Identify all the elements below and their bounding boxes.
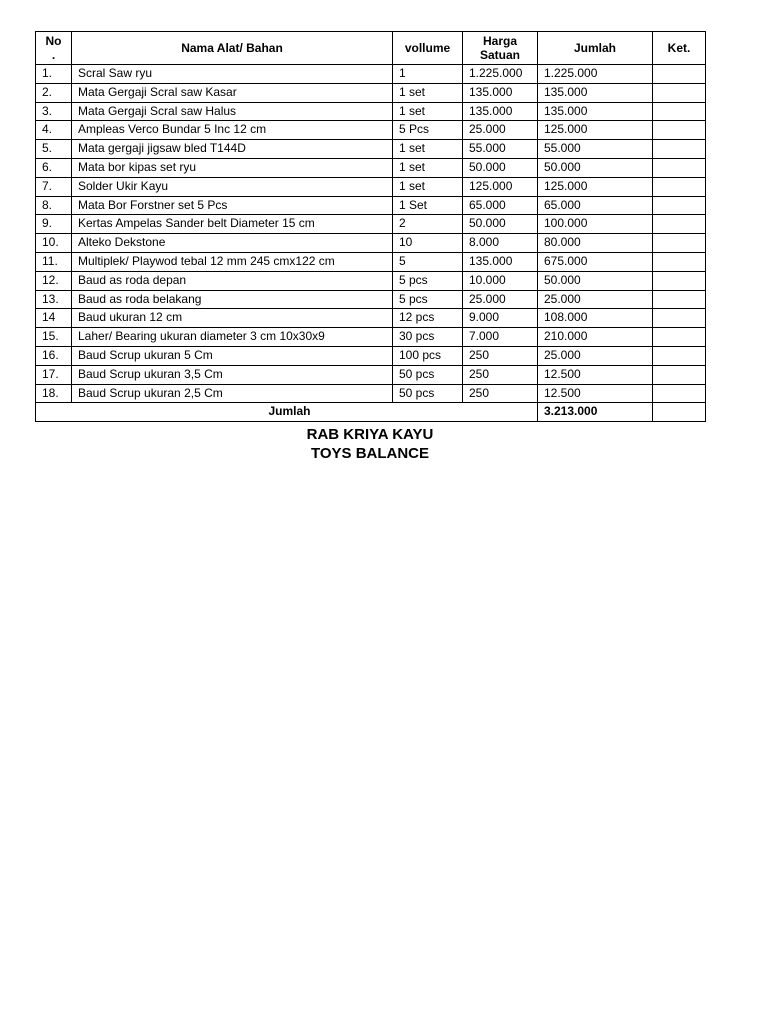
cell-volume: 2 <box>393 215 463 234</box>
cell-no: 12. <box>36 271 72 290</box>
header-jumlah: Jumlah <box>538 32 653 65</box>
cell-nama: Baud ukuran 12 cm <box>72 309 393 328</box>
cell-no: 10. <box>36 234 72 253</box>
cell-no: 18. <box>36 384 72 403</box>
total-ket <box>653 403 706 422</box>
cell-jumlah: 25.000 <box>538 290 653 309</box>
cell-ket <box>653 121 706 140</box>
cell-harga: 10.000 <box>463 271 538 290</box>
cell-jumlah: 125.000 <box>538 121 653 140</box>
cell-ket <box>653 384 706 403</box>
rab-table <box>35 31 706 422</box>
table-row <box>36 215 706 234</box>
cell-ket <box>653 83 706 102</box>
header-ket: Ket. <box>653 32 706 65</box>
cell-volume: 5 pcs <box>393 290 463 309</box>
table-row <box>36 271 706 290</box>
cell-harga: 65.000 <box>463 196 538 215</box>
cell-nama: Baud Scrup ukuran 3,5 Cm <box>72 365 393 384</box>
cell-no: 17. <box>36 365 72 384</box>
cell-ket <box>653 158 706 177</box>
total-label: Jumlah <box>36 403 538 422</box>
cell-volume: 5 Pcs <box>393 121 463 140</box>
table-row <box>36 328 706 347</box>
cell-jumlah: 65.000 <box>538 196 653 215</box>
cell-volume: 10 <box>393 234 463 253</box>
cell-jumlah: 25.000 <box>538 346 653 365</box>
cell-ket <box>653 365 706 384</box>
cell-nama: Ampleas Verco Bundar 5 Inc 12 cm <box>72 121 393 140</box>
cell-no: 13. <box>36 290 72 309</box>
cell-harga: 135.000 <box>463 252 538 271</box>
table-row <box>36 309 706 328</box>
cell-no: 14 <box>36 309 72 328</box>
cell-no: 16. <box>36 346 72 365</box>
cell-nama: Baud Scrup ukuran 5 Cm <box>72 346 393 365</box>
cell-ket <box>653 215 706 234</box>
header-no: No . <box>36 32 72 65</box>
cell-ket <box>653 290 706 309</box>
cell-nama: Mata Bor Forstner set 5 Pcs <box>72 196 393 215</box>
table-row <box>36 290 706 309</box>
table-row <box>36 102 706 121</box>
cell-jumlah: 125.000 <box>538 177 653 196</box>
cell-volume: 1 set <box>393 177 463 196</box>
cell-ket <box>653 346 706 365</box>
table-row <box>36 83 706 102</box>
document-title <box>35 425 705 463</box>
cell-jumlah: 12.500 <box>538 384 653 403</box>
cell-ket <box>653 140 706 159</box>
cell-harga: 50.000 <box>463 158 538 177</box>
cell-no: 2. <box>36 83 72 102</box>
table-row <box>36 121 706 140</box>
table-row <box>36 234 706 253</box>
title-line-2: TOYS BALANCE <box>310 445 430 463</box>
cell-jumlah: 135.000 <box>538 102 653 121</box>
table-row <box>36 140 706 159</box>
cell-no: 4. <box>36 121 72 140</box>
cell-volume: 5 <box>393 252 463 271</box>
cell-no: 6. <box>36 158 72 177</box>
cell-nama: Laher/ Bearing ukuran diameter 3 cm 10x30x9 <box>72 328 393 347</box>
cell-volume: 1 set <box>393 102 463 121</box>
cell-no: 3. <box>36 102 72 121</box>
cell-no: 15. <box>36 328 72 347</box>
cell-ket <box>653 252 706 271</box>
cell-jumlah: 80.000 <box>538 234 653 253</box>
cell-nama: Mata Gergaji Scral saw Halus <box>72 102 393 121</box>
header-harga-satuan: Harga Satuan <box>463 32 538 65</box>
cell-nama: Mata Gergaji Scral saw Kasar <box>72 83 393 102</box>
cell-harga: 55.000 <box>463 140 538 159</box>
table-row <box>36 384 706 403</box>
table-row <box>36 365 706 384</box>
table-row <box>36 252 706 271</box>
table-row <box>36 346 706 365</box>
cell-jumlah: 108.000 <box>538 309 653 328</box>
cell-harga: 135.000 <box>463 102 538 121</box>
cell-no: 5. <box>36 140 72 159</box>
cell-nama: Kertas Ampelas Sander belt Diameter 15 cm <box>72 215 393 234</box>
table-body <box>36 65 706 403</box>
header-nama: Nama Alat/ Bahan <box>72 32 393 65</box>
cell-harga: 7.000 <box>463 328 538 347</box>
cell-harga: 8.000 <box>463 234 538 253</box>
cell-volume: 1 set <box>393 158 463 177</box>
cell-harga: 135.000 <box>463 83 538 102</box>
cell-volume: 12 pcs <box>393 309 463 328</box>
cell-volume: 100 pcs <box>393 346 463 365</box>
cell-nama: Solder Ukir Kayu <box>72 177 393 196</box>
cell-harga: 125.000 <box>463 177 538 196</box>
cell-ket <box>653 102 706 121</box>
cell-no: 9. <box>36 215 72 234</box>
cell-jumlah: 210.000 <box>538 328 653 347</box>
cell-nama: Multiplek/ Playwod tebal 12 mm 245 cmx122 cm <box>72 252 393 271</box>
cell-jumlah: 1.225.000 <box>538 65 653 84</box>
cell-nama: Alteko Dekstone <box>72 234 393 253</box>
cell-volume: 50 pcs <box>393 384 463 403</box>
cell-no: 7. <box>36 177 72 196</box>
rab-sheet <box>35 31 705 463</box>
cell-jumlah: 100.000 <box>538 215 653 234</box>
cell-harga: 250 <box>463 384 538 403</box>
cell-nama: Baud as roda depan <box>72 271 393 290</box>
total-value: 3.213.000 <box>538 403 653 422</box>
cell-ket <box>653 271 706 290</box>
cell-volume: 5 pcs <box>393 271 463 290</box>
table-row <box>36 177 706 196</box>
cell-no: 8. <box>36 196 72 215</box>
cell-ket <box>653 328 706 347</box>
cell-jumlah: 55.000 <box>538 140 653 159</box>
cell-nama: Mata bor kipas set ryu <box>72 158 393 177</box>
cell-ket <box>653 234 706 253</box>
cell-ket <box>653 177 706 196</box>
total-row <box>36 403 706 422</box>
table-row <box>36 65 706 84</box>
header-volume: vollume <box>393 32 463 65</box>
cell-volume: 1 Set <box>393 196 463 215</box>
title-line-1: RAB KRIYA KAYU <box>306 426 434 444</box>
cell-harga: 25.000 <box>463 121 538 140</box>
cell-harga: 9.000 <box>463 309 538 328</box>
cell-harga: 1.225.000 <box>463 65 538 84</box>
cell-harga: 25.000 <box>463 290 538 309</box>
cell-volume: 1 <box>393 65 463 84</box>
table-row <box>36 158 706 177</box>
cell-nama: Baud as roda belakang <box>72 290 393 309</box>
cell-jumlah: 135.000 <box>538 83 653 102</box>
cell-volume: 1 set <box>393 140 463 159</box>
table-row <box>36 196 706 215</box>
cell-volume: 50 pcs <box>393 365 463 384</box>
cell-jumlah: 50.000 <box>538 271 653 290</box>
cell-jumlah: 12.500 <box>538 365 653 384</box>
cell-no: 11. <box>36 252 72 271</box>
cell-nama: Baud Scrup ukuran 2,5 Cm <box>72 384 393 403</box>
cell-harga: 50.000 <box>463 215 538 234</box>
cell-volume: 1 set <box>393 83 463 102</box>
cell-harga: 250 <box>463 346 538 365</box>
cell-jumlah: 675.000 <box>538 252 653 271</box>
cell-ket <box>653 196 706 215</box>
table-header-row <box>36 32 706 65</box>
cell-no: 1. <box>36 65 72 84</box>
cell-nama: Mata gergaji jigsaw bled T144D <box>72 140 393 159</box>
cell-ket <box>653 65 706 84</box>
cell-harga: 250 <box>463 365 538 384</box>
cell-jumlah: 50.000 <box>538 158 653 177</box>
cell-ket <box>653 309 706 328</box>
cell-nama: Scral Saw ryu <box>72 65 393 84</box>
cell-volume: 30 pcs <box>393 328 463 347</box>
